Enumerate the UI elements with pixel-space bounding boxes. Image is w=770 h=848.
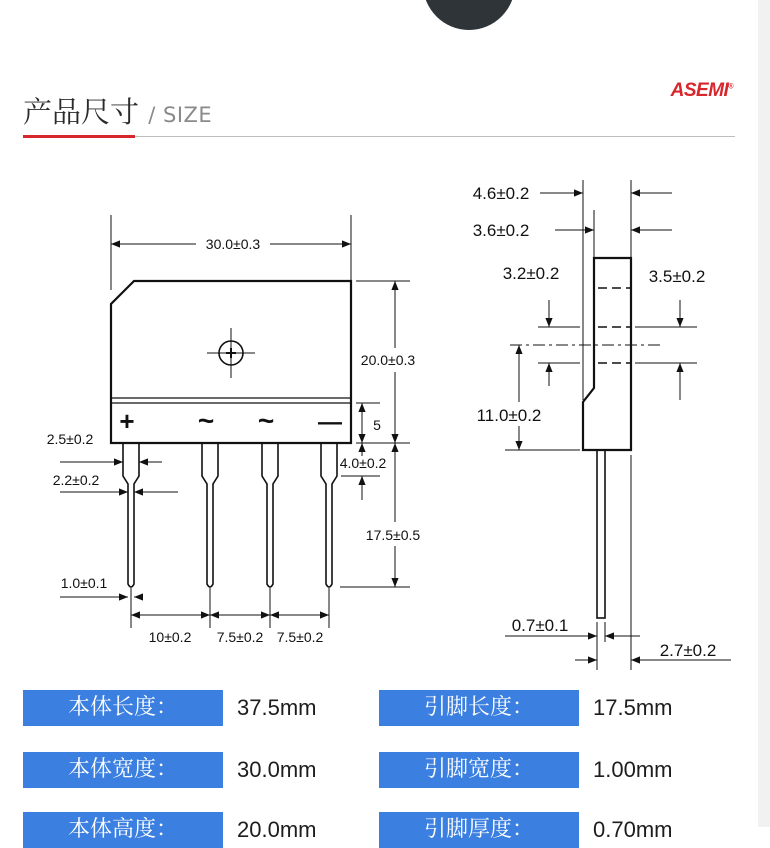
pin-symbol-ac-2: ~: [257, 405, 275, 436]
dim-lead-thickness: 0.7±0.1: [511, 616, 569, 635]
dim-pitch-second: 7.5±0.2: [216, 629, 264, 645]
dim-pitch-first: 10±0.2: [148, 629, 192, 645]
dimension-drawing: [0, 160, 770, 680]
side-view: [502, 180, 731, 670]
pin-symbol-positive: +: [119, 406, 135, 436]
spec-value-body-length: 37.5mm: [237, 695, 317, 720]
spec-label-body-length: 本体长度：: [23, 690, 223, 726]
front-view-labels: [47, 236, 421, 645]
spec-value-body-height: 20.0mm: [237, 817, 317, 842]
dim-hole-diameter: 3.5±0.2: [648, 267, 706, 286]
spec-row-3: [23, 812, 735, 848]
spec-row-1: [23, 690, 735, 726]
pin-symbol-ac-1: ~: [197, 405, 215, 436]
header-accent-bar: [23, 135, 135, 138]
dim-body-height: 20.0±0.3: [360, 352, 416, 368]
spec-value-lead-thickness: 0.70mm: [593, 817, 673, 842]
spec-row-2: [23, 752, 735, 788]
dim-lead-offset: 4.0±0.2: [339, 455, 387, 471]
dim-lead-top-width: 2.5±0.2: [46, 431, 94, 447]
spec-label-body-width: 本体宽度：: [23, 752, 223, 788]
spec-label-body-height: 本体高度：: [23, 812, 223, 848]
section-title: [23, 90, 212, 131]
dim-step-height: 11.0±0.2: [476, 406, 542, 425]
top-round-button[interactable]: [423, 0, 515, 30]
section-header: [23, 80, 735, 140]
dim-upper-offset: 3.2±0.2: [502, 264, 560, 283]
brand-mark: ®: [728, 83, 733, 91]
title-subtitle: / SIZE: [148, 103, 213, 127]
pin-symbol-negative: —: [318, 409, 342, 436]
dim-lead-offset-side: 2.7±0.2: [659, 641, 717, 660]
dim-body-thickness: 3.6±0.2: [472, 221, 530, 240]
dim-lead-width: 2.2±0.2: [52, 472, 100, 488]
spec-label-lead-thickness: 引脚厚度：: [379, 812, 579, 848]
spec-value-lead-width: 1.00mm: [593, 757, 673, 782]
spec-value-body-width: 30.0mm: [237, 757, 317, 782]
spec-label-lead-width: 引脚宽度：: [379, 752, 579, 788]
dim-band-height: 5: [373, 417, 381, 433]
dim-pitch-third: 7.5±0.2: [276, 629, 324, 645]
dim-lead-tip-width: 1.0±0.1: [60, 575, 108, 591]
brand-name: ASEMI: [670, 80, 729, 101]
dim-overall-thickness: 4.6±0.2: [472, 184, 530, 203]
dim-lead-length: 17.5±0.5: [365, 527, 421, 543]
brand-logo: [671, 80, 733, 102]
spec-label-lead-length: 引脚长度：: [379, 690, 579, 726]
dim-body-width: 30.0±0.3: [205, 236, 261, 252]
front-view: [60, 215, 410, 628]
title-main: 产品尺寸: [23, 95, 140, 129]
spec-value-lead-length: 17.5mm: [593, 695, 673, 720]
